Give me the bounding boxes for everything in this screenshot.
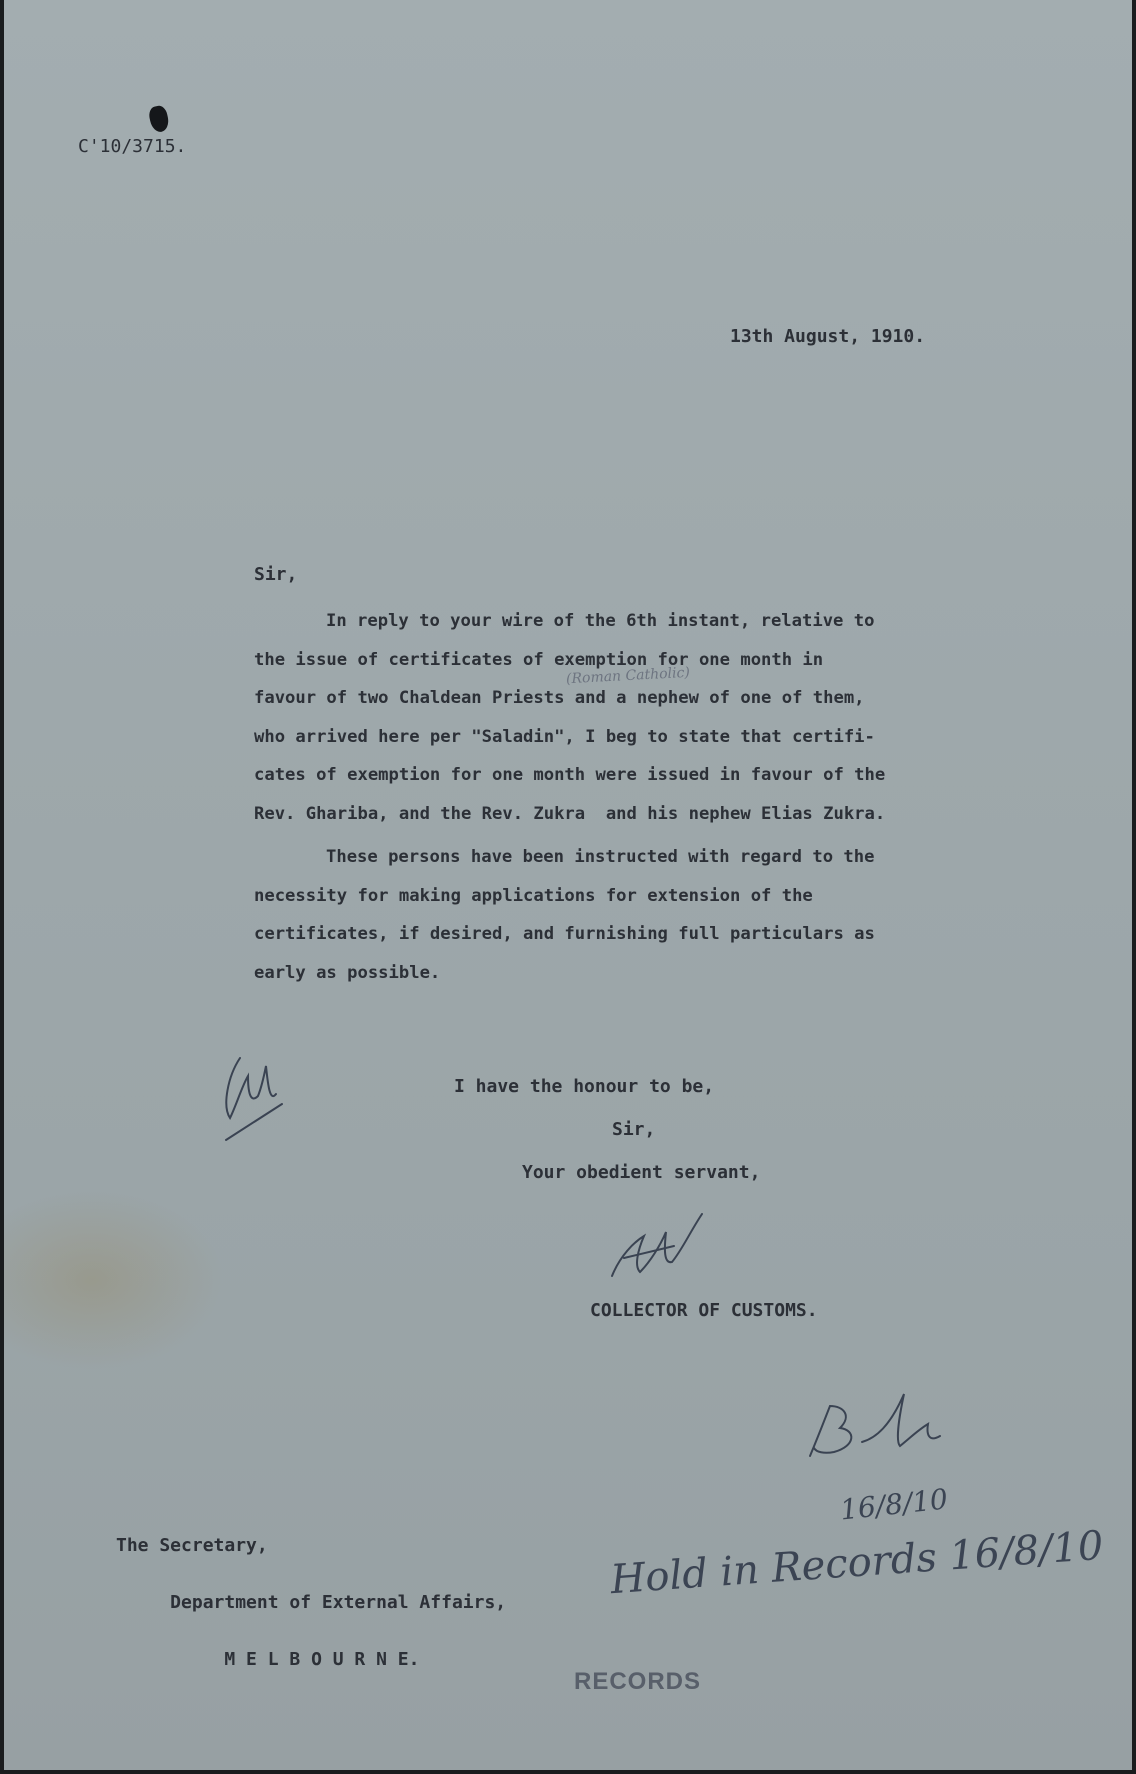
- body-line: Rev. Ghariba, and the Rev. Zukra and his nephew Elias Zukra.: [254, 803, 886, 824]
- date-note: 16/8/10: [838, 1482, 950, 1527]
- body-line: necessity for making applications for extension of the: [254, 885, 813, 906]
- body-line: cates of exemption for one month were issued in favour of the: [254, 765, 886, 785]
- closing-line: I have the honour to be,: [454, 1076, 715, 1097]
- initials-signature: [800, 1386, 960, 1476]
- hold-in-records-note: Hold in Records 16/8/10: [608, 1522, 1105, 1604]
- records-stamp: RECORDS: [574, 1668, 702, 1695]
- body-line: favour of two Chaldean Priests and a nephew of one of them,: [254, 688, 865, 708]
- letter-date: 13th August, 1910.: [730, 326, 926, 347]
- punch-hole: [147, 104, 170, 133]
- body-line: certificates, if desired, and furnishing full particulars as: [254, 924, 875, 944]
- addressee-line: Department of External Affairs,: [116, 1592, 507, 1613]
- body-line: These persons have been instructed with regard to the: [326, 847, 875, 867]
- closing-sir: Sir,: [612, 1119, 656, 1140]
- body-line: the issue of certificates of exemption for one month in: [254, 649, 824, 670]
- closing-servant: Your obedient servant,: [522, 1162, 761, 1183]
- collector-signature: [604, 1206, 714, 1286]
- reference-number: C'10/3715.: [78, 136, 187, 157]
- addressee-block: [116, 1498, 506, 1707]
- document-sheet: [4, 0, 1132, 1770]
- addressee-line: M E L B O U R N E.: [116, 1649, 420, 1670]
- interline-handwritten-note: (Roman Catholic): [565, 664, 691, 688]
- margin-initials-signature: [218, 1046, 298, 1146]
- body-line: who arrived here per "Saladin", I beg to state that certifi-: [254, 726, 875, 747]
- signer-title: COLLECTOR OF CUSTOMS.: [590, 1300, 818, 1321]
- body-line: In reply to your wire of the 6th instant, relative to: [326, 611, 875, 631]
- body-paragraph-2: [254, 838, 875, 992]
- addressee-line: The Secretary,: [116, 1535, 268, 1556]
- salutation: Sir,: [254, 564, 298, 585]
- paper-stain: [4, 1190, 224, 1370]
- body-line: early as possible.: [254, 962, 441, 983]
- body-paragraph-1: [254, 602, 885, 833]
